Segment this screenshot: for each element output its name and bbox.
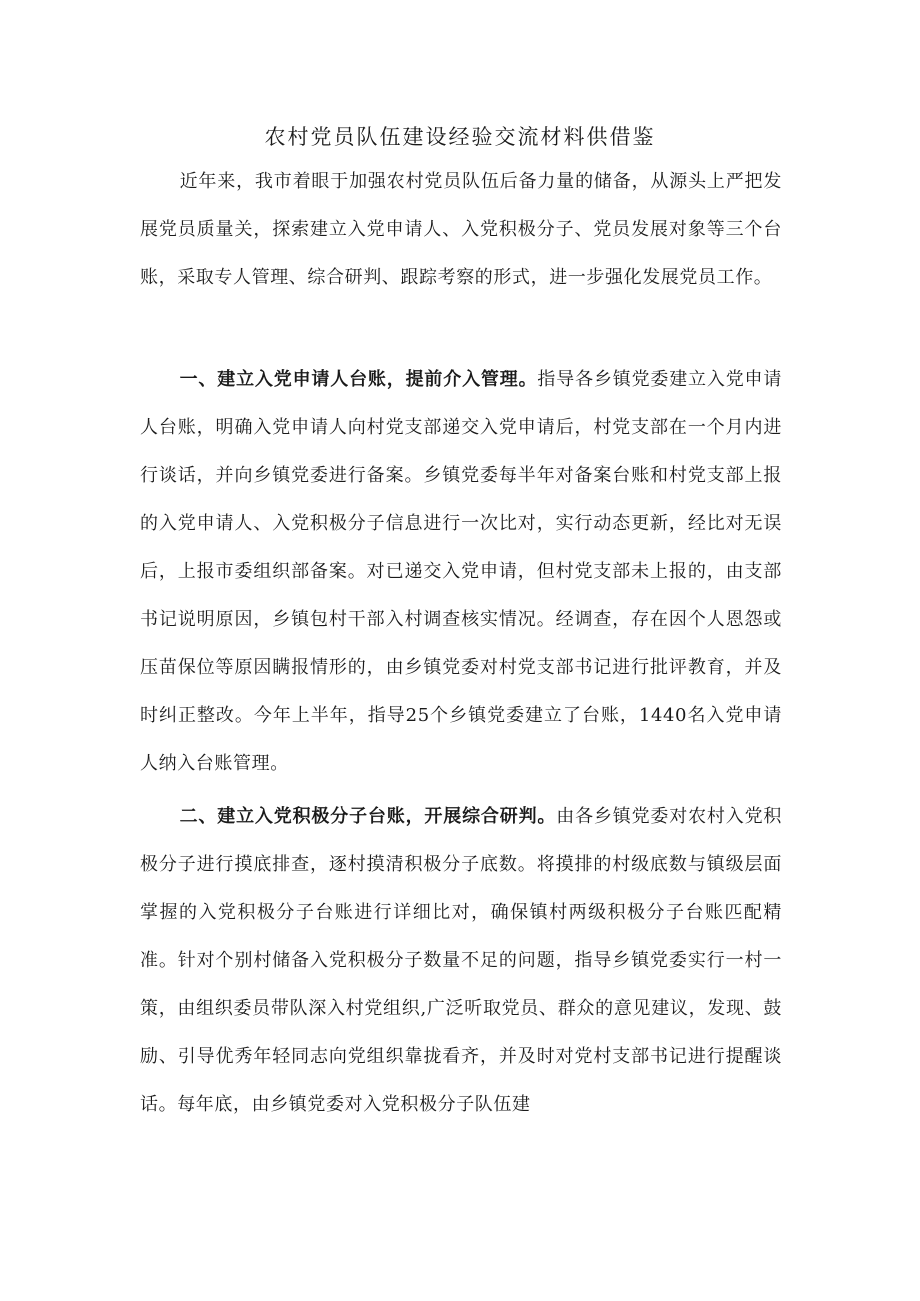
document-title: 农村党员队伍建设经验交流材料供借鉴 [264, 125, 656, 149]
section-one-heading: 一、建立入党申请人台账，提前介入管理。 [179, 369, 538, 390]
paragraph-text: 指导各乡镇党委建立入党申请人台账，明确入党申请人向村党支部递交入党申请后，村党支部在一个月内进行谈话，并向乡镇党委进行备案。乡镇党委每半年对备案台账和村党支部上报的入党申请人、入党积极分子信息进行一次比对，实行动态更新，经比对无误后，上报市委组织部备案。对已递交入党申请，但村党支部未上报的，由支部书记说明原因，乡镇包村干部入村调查核实情况。经调查，存在因个人恩怨或压苗保位等原因瞒报情形的，由乡镇党委对村党支部书记进行批评教育，并及时纠正整改。今年上半年，指导25个乡镇党委建立了台账，1440名入党申请人纳入台账管理。 [140, 369, 782, 774]
paragraph-text: 近年来，我市着眼于加强农村党员队伍后备力量的储备，从源头上严把发展党员质量关，探索建立入党申请人、入党积极分子、党员发展对象等三个台账，采取专人管理、综合研判、跟踪考察的形式，进一步强化发展党员工作。 [140, 171, 782, 288]
intro-paragraph [140, 158, 782, 302]
section-two-paragraph [140, 793, 782, 1129]
section-two-heading: 二、建立入党积极分子台账，开展综合研判。 [179, 806, 557, 827]
section-one-paragraph [140, 356, 782, 788]
paragraph-text: 由各乡镇党委对农村入党积极分子进行摸底排查，逐村摸清积极分子底数。将摸排的村级底数与镇级层面掌握的入党积极分子台账进行详细比对，确保镇村两级积极分子台账匹配精准。针对个别村储备入党积极分子数量不足的问题，指导乡镇党委实行一村一策，由组织委员带队深入村党组织,广泛听取党员、群众的意见建议，发现、鼓励、引导优秀年轻同志向党组织靠拢看齐，并及时对党村支部书记进行提醒谈话。每年底，由乡镇党委对入党积极分子队伍建 [140, 806, 783, 1115]
